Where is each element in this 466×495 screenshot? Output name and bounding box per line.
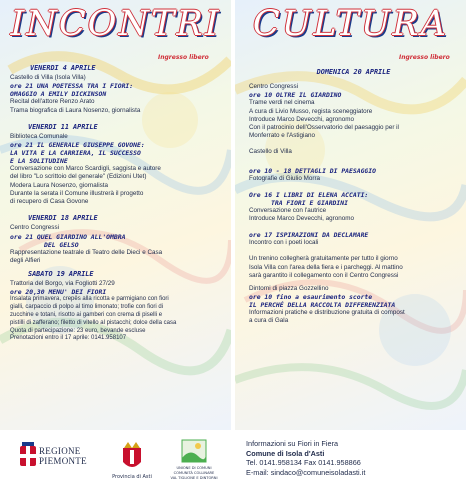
unione-logo-text: VAL TIGLIONE E DINTORNI	[170, 476, 218, 480]
event-detail: Insalata primavera, crepês alla ricotta e parmigiano con fiori	[10, 296, 169, 303]
event-detail: Introduce Marco Devecchi, agronomo	[249, 115, 354, 123]
event-detail: Monferrato e l'Astigiano	[249, 132, 315, 140]
free-entry-label: Ingresso libero	[399, 54, 450, 61]
event-date: VENERDI 11 APRILE	[28, 122, 98, 131]
event-detail: Trame verdi nel cinema	[249, 99, 315, 107]
event-headline: IL PERCHÉ DELLA RACCOLTA DIFFERENZIATA	[249, 301, 396, 310]
event-date: VENERDI 4 APRILE	[30, 64, 96, 72]
event-headline: ore 10 OLTRE IL GIARDINO	[249, 91, 342, 100]
event-headline: ore 21 UNA POETESSA TRA I FIORI:	[10, 82, 134, 91]
event-detail: Modera Laura Nosenzo, giornalista	[10, 181, 109, 189]
event-detail: pistilli di zafferano; filetto di vitello al pistacchi; dolce della casa	[10, 319, 177, 326]
event-detail: Introduce Marco Devecchi, agronomo	[249, 215, 354, 223]
event-detail: del libro "Lo scrittoio del generale" (Edizioni Utet)	[10, 173, 147, 181]
provincia-asti-logo	[108, 438, 156, 486]
crown-crest-icon	[108, 438, 156, 474]
unione-comuni-logo	[168, 438, 220, 486]
event-detail: Durante la serata il Comune illustrerà il progetto	[10, 189, 144, 197]
cultura-title: CULTURA	[252, 4, 449, 44]
event-detail: Quota di partecipazione: 23 euro, bevande escluse	[10, 327, 146, 334]
event-detail: Conversazione con Marco Scardigli, saggista e autore	[10, 165, 161, 173]
incontri-title: INCONTRI	[10, 4, 221, 44]
shuttle-note: sarà garantito il collegamento con il Centro Congressi	[249, 271, 399, 279]
event-detail: Con il patrocinio dell'Osservatorio del paesaggio per il	[249, 124, 399, 132]
regione-piemonte-logo	[18, 440, 88, 484]
hills-emblem-icon	[168, 438, 220, 466]
event-detail: Trama biografica di Laura Nosenzo, giornalista	[10, 106, 141, 114]
event-headline: ore 10 - 18 DETTAGLI DI PAESAGGIO	[249, 166, 376, 175]
event-headline: DEL GELSO	[44, 240, 79, 249]
event-headline: OMAGGIO A EMILY DICKINSON	[10, 90, 107, 99]
event-detail: Incontro con i poeti locali	[249, 239, 319, 247]
event-place: Castello di Villa (Isola Villa)	[10, 74, 86, 82]
event-detail: degli Alfieri	[10, 256, 41, 264]
event-detail: a cura di Gala	[249, 317, 289, 325]
provincia-logo-text: Provincia di Asti	[112, 474, 152, 480]
event-place: Centro Congressi	[249, 83, 298, 91]
event-headline: TRA FIORI E GIARDINI	[271, 198, 348, 207]
event-headline: ore 21 QUEL GIARDINO ALL'OMBRA	[10, 232, 126, 241]
unione-logo-text: COMUNITÀ COLLINARE	[173, 471, 215, 475]
contact-info	[246, 439, 365, 477]
event-headline: ore 17 ISPIRAZIONI DA DECLAMARE	[249, 231, 369, 240]
event-detail: Informazioni pratiche e distribuzione gratuita di compost	[249, 309, 405, 317]
info-heading: Informazioni su Fiori in Fiera	[246, 439, 339, 448]
event-detail: Recital dell'attore Renzo Arato	[10, 98, 95, 106]
event-headline: LA VITA E LA CARRIERA, IL SUCCESSO	[10, 149, 141, 158]
shuttle-note: Un trenino collegherà gratuitamente per tutto il giorno	[249, 255, 398, 263]
unione-logo-text: UNIONE DI COMUNI	[176, 466, 212, 470]
event-date: VENERDI 18 APRILE	[28, 214, 98, 223]
info-municipality: Comune di Isola d'Asti	[246, 448, 325, 458]
event-headline: ore 10 fino a esaurimento scorte	[249, 293, 373, 302]
info-phone: Tel. 0141.958134 Fax 0141.958866	[246, 458, 361, 468]
event-place: Centro Congressi	[10, 224, 59, 232]
event-date: DOMENICA 20 APRILE	[316, 68, 391, 76]
event-headline: Ore 16 I LIBRI DI ELENA ACCATI:	[249, 190, 369, 199]
left-program	[10, 64, 225, 343]
event-place: Biblioteca Comunale	[10, 133, 68, 141]
event-detail: di recupero di Casa Govone	[10, 198, 89, 206]
event-detail: A cura di Livio Musso, regista sceneggiatore	[249, 107, 373, 115]
event-detail: zucchine e totani, risotto ai gamberi con crema di piselli e	[10, 312, 163, 319]
event-place: Trattoria del Borgo, via Fogliotti 27/29	[10, 280, 115, 288]
event-headline: ore 21 IL GENERALE GIUSEPPE GOVONE:	[10, 141, 145, 150]
event-detail: Rappresentazione teatrale di Teatro delle Dieci e Casa	[10, 248, 163, 256]
event-detail: Conversazione con l'autrice	[249, 206, 327, 214]
regione-logo-text: REGIONE PIEMONTE	[39, 446, 87, 466]
event-headline: E LA SOLITUDINE	[10, 157, 68, 166]
info-email: E-mail: sindaco@comuneisoladasti.it	[246, 467, 366, 477]
right-program	[249, 68, 458, 326]
footer	[0, 430, 466, 495]
event-place: Dintorni di piazza Gozzellino	[249, 285, 329, 293]
left-panel	[0, 0, 231, 430]
event-detail: gialli, carpaccio di polpo al timo limonato; trofie con fiori di	[10, 304, 164, 311]
event-headline: ore 20,30 MENU' DEI FIORI	[10, 288, 107, 297]
event-detail: Prenotazioni entro il 17 aprile: 0141.958107	[10, 335, 127, 342]
event-place: Castello di Villa	[249, 148, 292, 156]
right-panel	[235, 0, 466, 430]
event-date: SABATO 19 APRILE	[28, 270, 94, 279]
event-detail: Fotografie di Giulio Morra	[249, 174, 321, 182]
shuttle-note: Isola Villa con l'area della fiera e i parcheggi. Al mattino	[249, 263, 403, 271]
free-entry-label: Ingresso libero	[158, 54, 209, 61]
